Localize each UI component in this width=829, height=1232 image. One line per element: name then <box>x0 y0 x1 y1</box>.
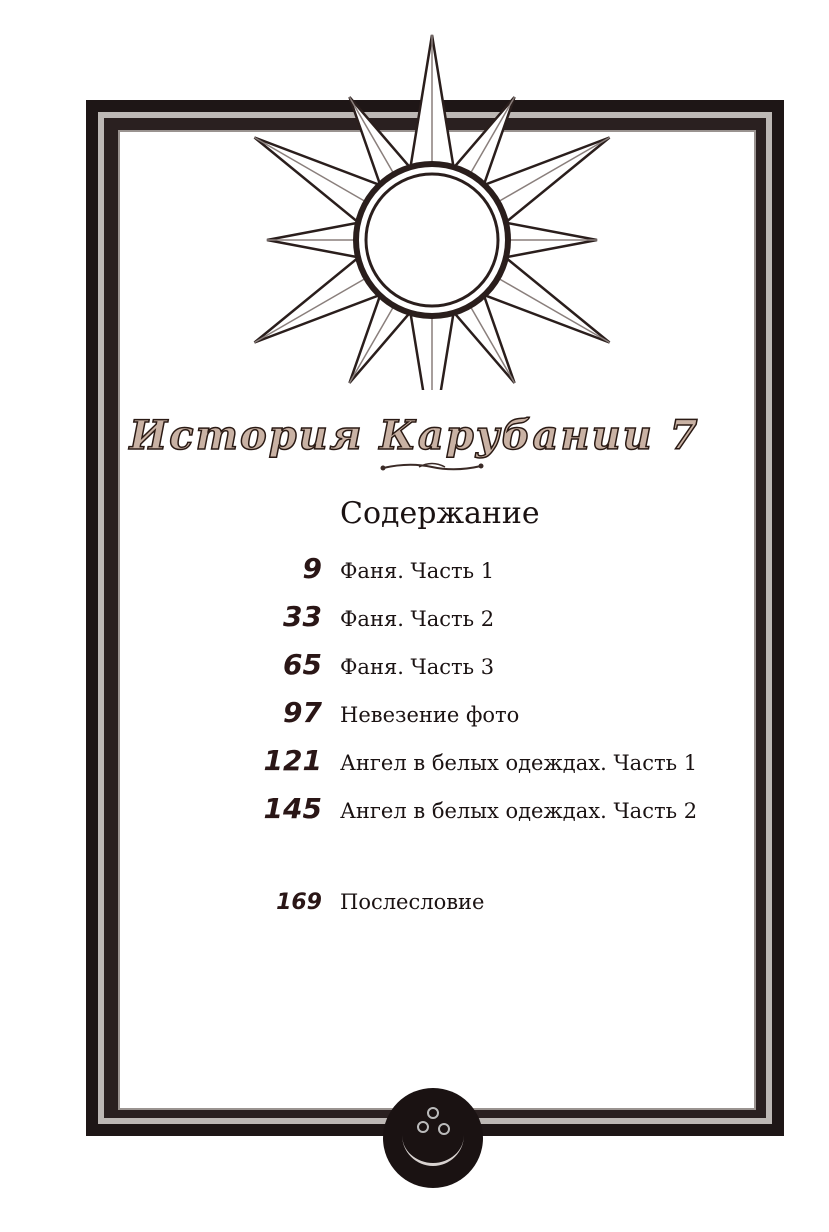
toc-entry[interactable] <box>250 696 519 729</box>
page-number: 145 <box>263 792 322 825</box>
flourish-divider-icon <box>379 460 485 474</box>
chapter-title: Невезение фото <box>340 703 520 727</box>
page-number: 9 <box>302 552 322 585</box>
chapter-title: Ангел в белых одеждах. Часть 2 <box>340 799 698 823</box>
chapter-title: Фаня. Часть 1 <box>340 559 495 583</box>
sun-ray-midline <box>493 275 610 343</box>
sun-ray-midline <box>493 138 610 206</box>
toc-entry[interactable] <box>250 890 484 915</box>
toc-entry[interactable] <box>250 552 494 585</box>
crescent-emblem-icon <box>380 1085 486 1191</box>
sun-ray-midline <box>254 138 371 206</box>
chapter-title: Послесловие <box>340 890 485 914</box>
page-number: 65 <box>283 648 322 681</box>
sun-ornament-icon <box>220 30 644 390</box>
contents-heading: Содержание <box>340 496 540 531</box>
toc-entry[interactable] <box>250 648 494 681</box>
chapter-title: Фаня. Часть 2 <box>340 607 495 631</box>
sun-ray-midline <box>254 275 371 343</box>
chapter-title: Ангел в белых одеждах. Часть 1 <box>340 751 698 775</box>
chapter-title: Фаня. Часть 3 <box>340 655 495 679</box>
page-number: 169 <box>276 890 322 915</box>
book-title: История Карубании 7 <box>129 412 700 459</box>
page-number: 97 <box>283 696 322 729</box>
page-number: 121 <box>263 744 322 777</box>
toc-entry[interactable] <box>250 600 494 633</box>
toc-entry[interactable] <box>250 792 697 825</box>
page-number: 33 <box>283 600 322 633</box>
toc-entry[interactable] <box>250 744 697 777</box>
